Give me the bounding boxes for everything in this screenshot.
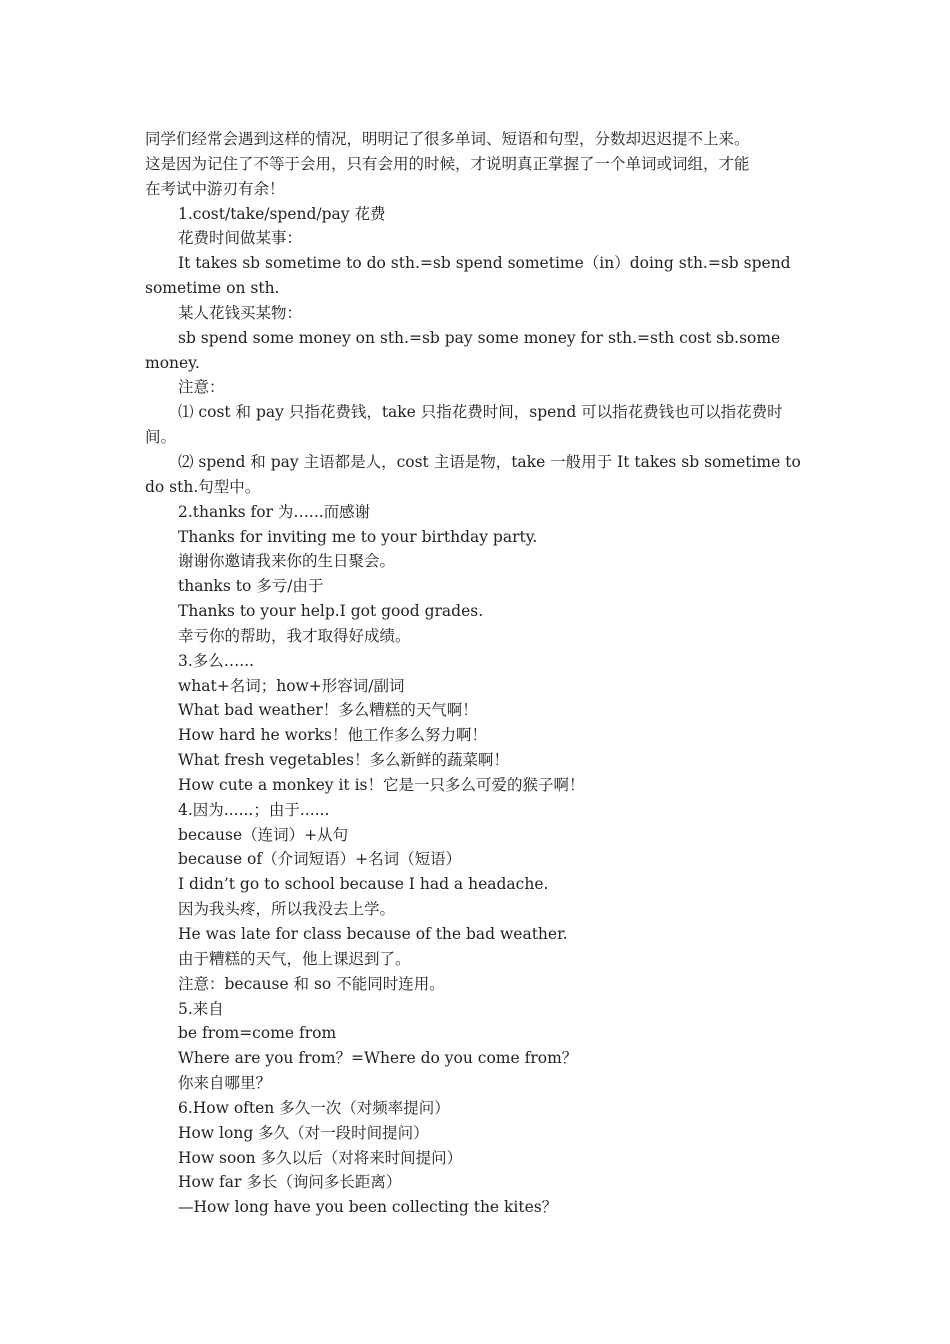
- text-line: Thanks to your help.I got good grades.: [178, 602, 484, 621]
- text-line: 间。: [145, 428, 177, 447]
- text-line: How hard he works！他工作多么努力啊！: [178, 726, 487, 745]
- text-line: do sth.句型中。: [145, 477, 261, 496]
- text-line: 幸亏你的帮助，我才取得好成绩。: [178, 626, 411, 645]
- text-line: How soon 多久以后（对将来时间提问）: [178, 1148, 463, 1167]
- document-body: [145, 127, 810, 1220]
- text-line: 因为我头疼，所以我没去上学。: [178, 900, 396, 919]
- text-line: What fresh vegetables！多么新鲜的蔬菜啊！: [178, 751, 509, 770]
- text-line: because of（介词短语）+名词（短语）: [178, 850, 462, 869]
- text-line: sometime on sth.: [145, 279, 280, 298]
- text-line: What bad weather！多么糟糕的天气啊！: [178, 701, 478, 720]
- text-line: 1.cost/take/spend/pay 花费: [178, 204, 386, 223]
- text-line: 谢谢你邀请我来你的生日聚会。: [178, 552, 396, 571]
- text-line: 注意：because 和 so 不能同时连用。: [178, 974, 445, 993]
- text-line: How cute a monkey it is！它是一只多么可爱的猴子啊！: [178, 775, 585, 794]
- text-line: 4.因为......；由于......: [178, 800, 330, 819]
- text-line: what+名词；how+形容词/副词: [178, 676, 405, 695]
- text-line: 6.How often 多久一次（对频率提问）: [178, 1098, 450, 1117]
- text-line: 由于糟糕的天气，他上课迟到了。: [178, 949, 411, 968]
- text-line: It takes sb sometime to do sth.=sb spend sometime（in）doing sth.=sb spend: [178, 254, 791, 273]
- text-line: 花费时间做某事：: [178, 229, 303, 248]
- text-line: money.: [145, 353, 200, 372]
- text-line: He was late for class because of the bad weather.: [178, 925, 568, 943]
- text-line: 5.来自: [178, 999, 224, 1018]
- text-line: How long 多久（对一段时间提问）: [178, 1123, 429, 1142]
- text-line: 某人花钱买某物：: [178, 303, 303, 322]
- text-line: 这是因为记住了不等于会用，只有会用的时候，才说明真正掌握了一个单词或词组，才能: [145, 154, 750, 173]
- text-line: Thanks for inviting me to your birthday party.: [178, 527, 538, 546]
- text-line: 2.thanks for 为…...而感谢: [178, 502, 371, 521]
- text-line: Where are you from？=Where do you come from？: [178, 1049, 578, 1068]
- text-line: 注意：: [178, 378, 225, 397]
- text-line: How far 多长（询问多长距离）: [178, 1173, 402, 1192]
- text-line: I didn’t go to school because I had a headache.: [178, 875, 549, 894]
- text-line: sb spend some money on sth.=sb pay some money for sth.=sth cost sb.some: [178, 328, 781, 347]
- text-line: thanks to 多亏/由于: [178, 577, 324, 596]
- text-line: because（连词）+从句: [178, 825, 349, 844]
- text-line: ⑵ spend 和 pay 主语都是人，cost 主语是物，take 一般用于 It takes sb sometime to: [178, 452, 801, 471]
- text-line: 在考试中游刃有余！: [145, 179, 285, 198]
- text-line: 你来自哪里？: [178, 1074, 272, 1093]
- text-line: be from=come from: [178, 1024, 337, 1043]
- text-line: 同学们经常会遇到这样的情况，明明记了很多单词、短语和句型，分数却迟迟提不上来。: [145, 130, 750, 148]
- text-line: ⑴ cost 和 pay 只指花费钱，take 只指花费时间，spend 可以指花费钱也可以指花费时: [178, 403, 783, 422]
- text-line: —How long have you been collecting the kites？: [178, 1198, 558, 1217]
- text-line: 3.多么…...: [178, 651, 255, 670]
